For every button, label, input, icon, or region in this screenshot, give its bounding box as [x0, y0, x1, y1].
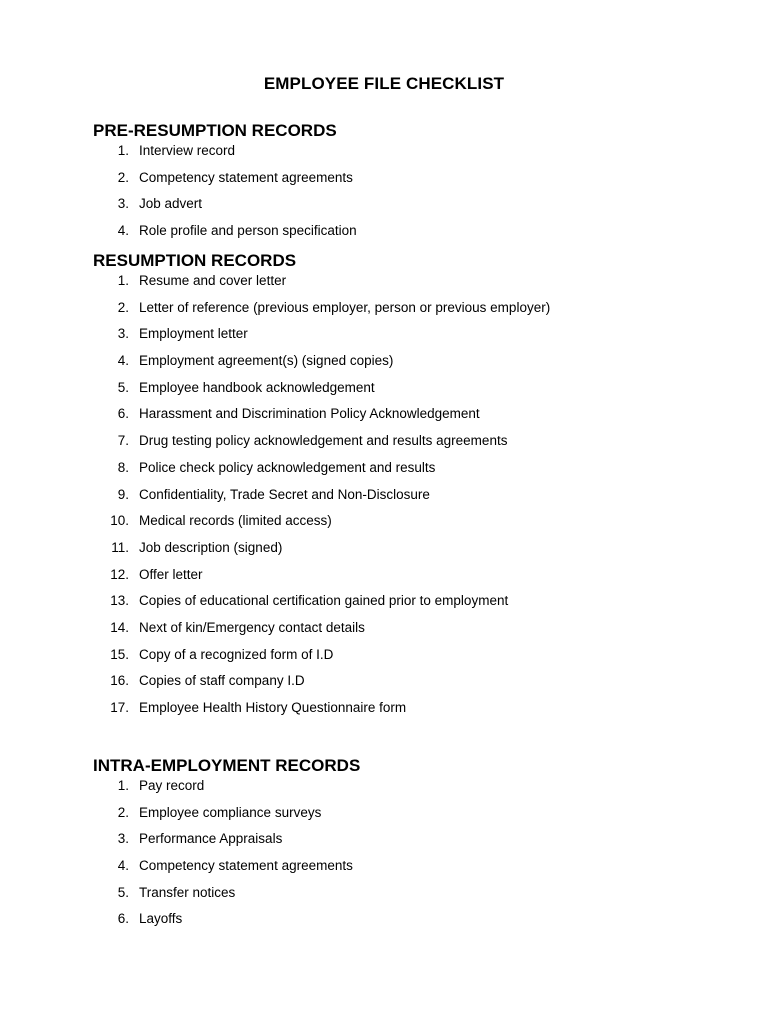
page-title: EMPLOYEE FILE CHECKLIST	[263, 74, 505, 93]
list-item	[93, 699, 713, 726]
list-item	[93, 379, 713, 406]
list-item-text: Employee Health History Questionnaire form	[139, 700, 407, 715]
list-item	[93, 195, 713, 222]
list-item-number: 9.	[117, 486, 129, 502]
list-item	[93, 405, 713, 432]
list-item-text: Next of kin/Emergency contact details	[139, 619, 365, 635]
list-item-text: Resume and cover letter	[139, 273, 287, 288]
list-item	[93, 910, 713, 937]
list-item-number: 4.	[117, 353, 129, 369]
list-item-text: Confidentiality, Trade Secret and Non-Disclosure	[139, 486, 430, 502]
list-item	[93, 857, 713, 884]
list-item-number: 1.	[117, 273, 129, 288]
list-item-text: Employee handbook acknowledgement	[139, 379, 375, 395]
list-item-number: 17.	[110, 700, 129, 715]
list-item-number: 5.	[117, 379, 129, 395]
list-item-text: Interview record	[139, 143, 236, 158]
list-item-number: 4.	[117, 223, 129, 239]
list-item-number: 3.	[117, 831, 129, 847]
list-item-number: 8.	[117, 459, 129, 475]
checklist	[93, 777, 713, 937]
list-item-text: Harassment and Discrimination Policy Acknowledgement	[139, 406, 480, 422]
list-item-number: 16.	[110, 673, 129, 689]
list-item	[93, 884, 713, 911]
list-item	[93, 142, 713, 169]
list-item	[93, 222, 713, 249]
list-item-number: 3.	[117, 326, 129, 342]
list-item-number: 6.	[117, 911, 129, 927]
list-item-number: 10.	[110, 513, 129, 529]
list-item	[93, 459, 713, 486]
list-item	[93, 804, 713, 831]
list-item-number: 2.	[117, 299, 129, 315]
list-item-text: Transfer notices	[139, 884, 236, 900]
list-item-text: Competency statement agreements	[139, 858, 353, 874]
section-heading: RESUMPTION RECORDS	[93, 251, 297, 270]
list-item-text: Copies of educational certification gained prior to employment	[139, 593, 509, 609]
list-item	[93, 169, 713, 196]
list-item	[93, 539, 713, 566]
list-item	[93, 646, 713, 673]
list-item	[93, 592, 713, 619]
list-item	[93, 672, 713, 699]
list-item-text: Letter of reference (previous employer, person or previous employer)	[139, 299, 551, 315]
list-item-number: 12.	[110, 566, 129, 582]
list-item-number: 11.	[111, 539, 129, 555]
list-item	[93, 512, 713, 539]
list-item	[93, 486, 713, 513]
list-item	[93, 566, 713, 593]
list-item-text: Employee compliance surveys	[139, 804, 322, 820]
section-intra-employment-records	[93, 755, 713, 937]
list-item-number: 13.	[110, 593, 129, 609]
list-item-text: Competency statement agreements	[139, 169, 353, 185]
list-item-text: Offer letter	[139, 566, 203, 582]
list-item-text: Employment letter	[139, 326, 248, 342]
list-item-text: Copy of a recognized form of I.D	[139, 646, 334, 662]
checklist	[93, 272, 713, 726]
list-item-text: Role profile and person specification	[139, 223, 357, 239]
list-item-number: 3.	[117, 196, 129, 212]
list-item-number: 6.	[117, 406, 129, 422]
list-item-number: 2.	[117, 169, 129, 185]
section-heading: INTRA-EMPLOYMENT RECORDS	[93, 756, 361, 775]
list-item	[93, 352, 713, 379]
list-item	[93, 830, 713, 857]
list-item-text: Copies of staff company I.D	[139, 673, 305, 689]
list-item	[93, 432, 713, 459]
list-item-number: 15.	[110, 646, 129, 662]
section-resumption-records	[93, 250, 713, 726]
list-item	[93, 619, 713, 646]
list-item-text: Medical records (limited access)	[139, 513, 332, 529]
list-item-number: 2.	[117, 804, 129, 820]
list-item	[93, 272, 713, 299]
list-item-text: Police check policy acknowledgement and results	[139, 459, 436, 475]
list-item-number: 14.	[110, 619, 129, 635]
section-heading: PRE-RESUMPTION RECORDS	[93, 121, 337, 140]
list-item-number: 1.	[117, 143, 129, 158]
list-item-text: Job description (signed)	[139, 539, 283, 555]
list-item	[93, 325, 713, 352]
list-item-text: Layoffs	[139, 911, 183, 927]
list-item-text: Employment agreement(s) (signed copies)	[139, 353, 394, 369]
list-item-number: 4.	[117, 858, 129, 874]
list-item	[93, 299, 713, 326]
list-item-number: 7.	[117, 433, 129, 449]
list-item	[93, 777, 713, 804]
list-item-number: 1.	[117, 778, 129, 793]
list-item-text: Performance Appraisals	[139, 831, 283, 847]
list-item-text: Pay record	[139, 778, 205, 793]
section-pre-resumption-records	[93, 120, 713, 249]
checklist	[93, 142, 713, 249]
list-item-text: Drug testing policy acknowledgement and results agreements	[139, 433, 508, 449]
list-item-text: Job advert	[139, 196, 203, 212]
list-item-number: 5.	[117, 884, 129, 900]
